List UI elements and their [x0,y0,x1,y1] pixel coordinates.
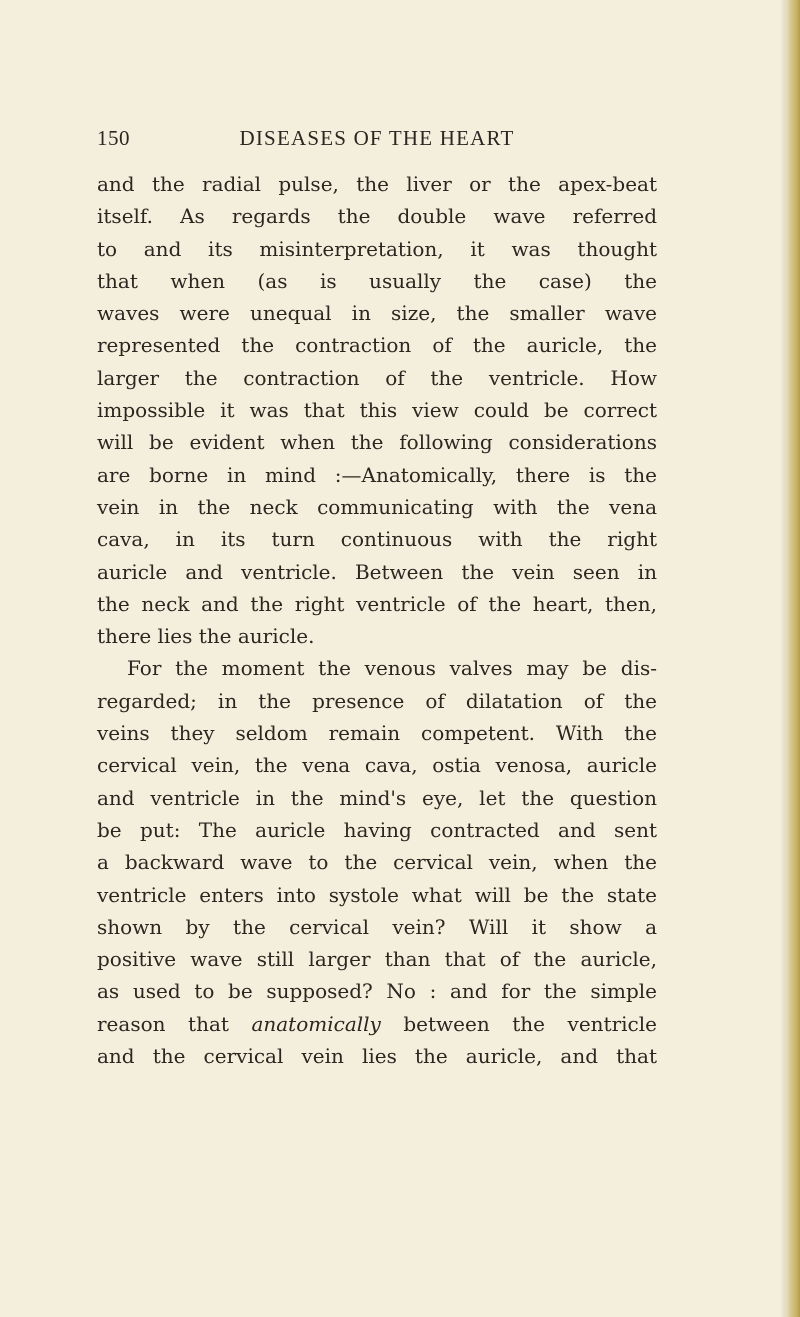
text-line-with-italic [97,1008,657,1040]
text-line: to and its misinterpretation, it was thought [97,236,657,261]
page-header [97,126,657,152]
text-line: For the moment the venous valves may be dis- [127,656,657,681]
running-head: DISEASES OF THE HEART [239,126,515,150]
text-line: itself. As regards the double wave referred [97,204,657,229]
text-line: positive wave still larger than that of the auricle, [97,947,657,972]
text-line: are borne in mind :—Anatomically, there is the [97,462,657,487]
text-line: and the cervical vein lies the auricle, and that [97,1044,657,1069]
text-line: as used to be supposed? No : and for the simple [97,979,657,1004]
text-line: larger the contraction of the ventricle. How [97,365,657,390]
page-number: 150 [97,126,130,150]
body-text [97,168,657,1072]
text-line: there lies the auricle. [97,624,315,649]
italic-word: anatomically [251,1011,381,1036]
text-line: veins they seldom remain competent. With the [97,721,657,746]
text-line: be put: The auricle having contracted and sent [97,817,657,842]
text-line: will be evident when the following considerations [97,430,657,455]
text-line: ventricle enters into systole what will be the state [97,882,657,907]
text-line: cervical vein, the vena cava, ostia venosa, auricle [97,753,657,778]
page-edge [786,0,800,1317]
text-line: and the radial pulse, the liver or the apex-beat [97,172,657,196]
text-line: vein in the neck communicating with the vena [97,494,657,519]
text-line: that when (as is usually the case) the [97,268,657,293]
text-line: shown by the cervical vein? Will it show a [97,914,657,939]
text-line: auricle and ventricle. Between the vein seen in [97,559,657,584]
text-line: cava, in its turn continuous with the right [97,527,657,552]
text-line: a backward wave to the cervical vein, when the [97,850,657,875]
text-line: impossible it was that this view could be correct [97,398,657,423]
text-segment: reason that [97,1011,252,1036]
text-line: the neck and the right ventricle of the heart, then, [97,591,657,616]
text-line: waves were unequal in size, the smaller wave [97,301,657,326]
text-line: and ventricle in the mind's eye, let the question [97,785,657,810]
text-line: represented the contraction of the auricle, the [97,333,657,358]
text-line: regarded; in the presence of dilatation of the [97,688,657,713]
text-segment: between the ventricle [380,1011,657,1036]
